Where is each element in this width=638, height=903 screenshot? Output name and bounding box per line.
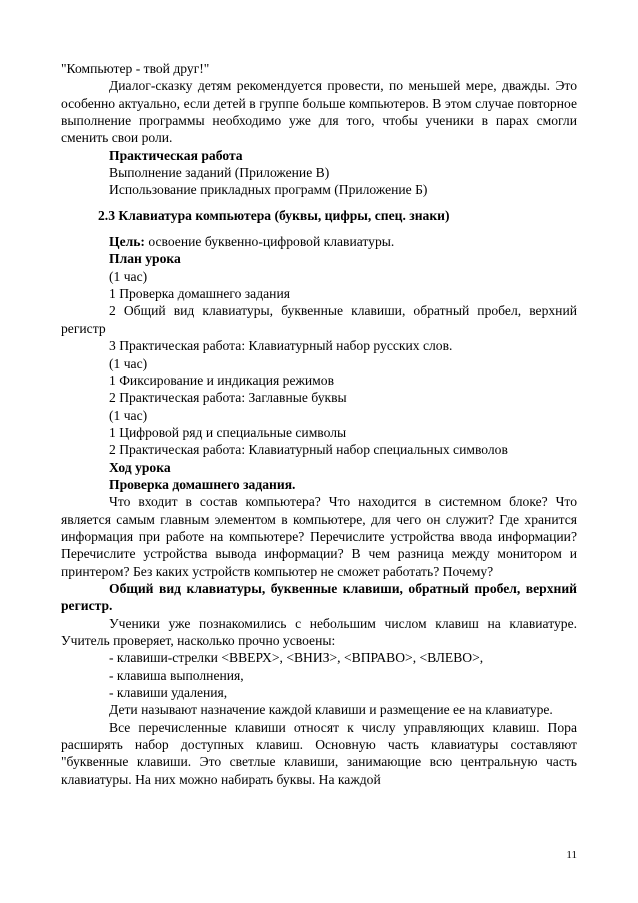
paragraph-children: Дети называют назначение каждой клавиши и размещение ее на клавиатуре. <box>109 702 553 718</box>
plan-item: 2 Общий вид клавиатуры, буквенные клавиши, обратный пробел, верхний регистр <box>61 303 577 336</box>
section-heading: 2.3 Клавиатура компьютера (буквы, цифры, спец. знаки) <box>98 207 450 223</box>
paragraph-control-keys: Все перечисленные клавиши относят к числу управляющих клавиш. Пора расширять набор доступных клавиш. Основную часть клавиатуры составляют "буквенные клавиши. Это светлые клавиши, занимающие всю центральную часть клавиатуры. На них можно набирать буквы. На каждой <box>61 719 577 787</box>
plan-item: 2 Практическая работа: Заглавные буквы <box>109 390 347 406</box>
goal-label: Цель: <box>109 234 145 250</box>
paragraph-dialog-tale: Диалог-сказку детям рекомендуется провести, по меньшей мере, дважды. Это особенно актуально, если детей в группе больше компьютеров. В этом случае повторное выполнение программы необходимо уже для того, чтобы ученики в парах смогли сменить свои роли. <box>61 78 577 146</box>
lesson-duration: (1 час) <box>109 268 148 284</box>
plan-item: 1 Проверка домашнего задания <box>109 286 290 302</box>
paragraph-questions: Что входит в состав компьютера? Что находится в системном блоке? Что является самым главным элементом в компьютере, для чего он служит? Где хранится информация при работе на компьютере? Перечислите устройства ввода информации? Перечислите устройства вывода информации? В чем разница между монитором и принтером? Без каких устройств компьютер не сможет работать? Почему? <box>61 494 577 579</box>
page-number: 11 <box>566 849 577 861</box>
goal-line <box>61 233 577 250</box>
page-body <box>61 60 577 788</box>
keyboard-overview-heading: Общий вид клавиатуры, буквенные клавиши, обратный пробел, верхний регистр. <box>61 580 577 614</box>
paragraph-students: Ученики уже познакомились с небольшим числом клавиш на клавиатуре. Учитель проверяет, насколько прочно усвоены: <box>61 615 577 648</box>
homework-check-heading: Проверка домашнего задания. <box>109 476 296 492</box>
key-list-item: - клавиша выполнения, <box>109 667 244 683</box>
lesson-duration: (1 час) <box>109 355 148 371</box>
plan-item: 1 Цифровой ряд и специальные символы <box>109 424 347 440</box>
practical-work-item: Использование прикладных программ (Приложение Б) <box>109 182 428 198</box>
practical-work-item: Выполнение заданий (Приложение В) <box>109 165 330 181</box>
lesson-duration: (1 час) <box>109 407 148 423</box>
key-list-item: - клавиши удаления, <box>109 685 228 701</box>
key-list-item: - клавиши-стрелки <ВВЕРХ>, <ВНИЗ>, <ВПРАВО>, <ВЛЕВО>, <box>109 650 484 666</box>
lesson-plan-heading: План урока <box>109 251 181 267</box>
practical-work-heading: Практическая работа <box>109 147 243 163</box>
lesson-flow-heading: Ход урока <box>109 459 171 475</box>
goal-text: освоение буквенно-цифровой клавиатуры. <box>144 234 395 250</box>
plan-item: 3 Практическая работа: Клавиатурный набор русских слов. <box>109 338 453 354</box>
plan-item: 2 Практическая работа: Клавиатурный набор специальных символов <box>109 442 508 458</box>
plan-item: 1 Фиксирование и индикация режимов <box>109 372 334 388</box>
quoted-title: "Компьютер - твой друг!" <box>61 61 210 76</box>
